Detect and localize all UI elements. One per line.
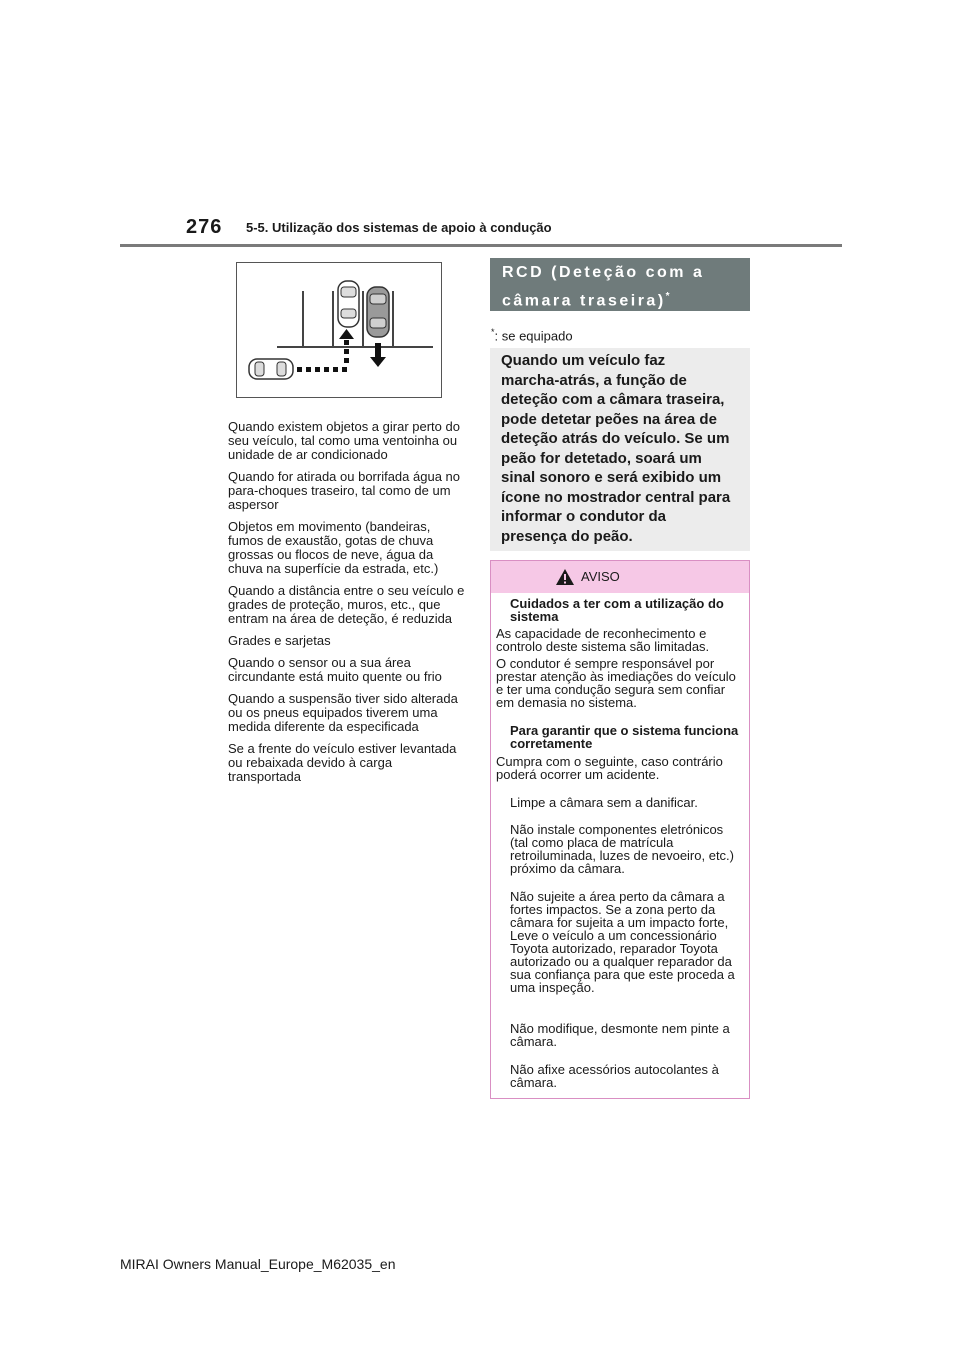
footer-text: MIRAI Owners Manual_Europe_M62035_en <box>120 1256 396 1272</box>
warning-paragraph: As capacidade de reconhecimento e controlo deste sistema são limitadas. <box>496 626 710 654</box>
info-line: marcha-atrás, a função de <box>501 371 687 389</box>
list-item: Quando a distância entre o seu veículo e grades de proteção, muros, etc., que entram na área de deteção, é reduzida <box>228 583 465 626</box>
section-title: 5-5. Utilização dos sistemas de apoio à condução <box>246 220 552 235</box>
list-item: Se a frente do veículo estiver levantada ou rebaixada devido à carga transportada <box>228 741 457 784</box>
warning-paragraph: Cumpra com o seguinte, caso contrário poderá ocorrer um acidente. <box>496 754 723 782</box>
info-line: peão for detetado, soará um <box>501 449 702 467</box>
left-column <box>228 420 468 792</box>
warning-header <box>491 561 749 593</box>
info-line: informar o condutor da <box>501 508 666 525</box>
info-line: presença do peão. <box>501 527 633 545</box>
footnote-mark: * <box>665 291 670 302</box>
reversing-car <box>338 281 359 327</box>
warning-list-item: Não afixe acessórios autocolantes à câmara. <box>510 1062 719 1090</box>
up-arrow-icon <box>339 329 354 339</box>
rcd-title-text: câmara traseira) <box>502 292 666 310</box>
list-item: Objetos em movimento (bandeiras, fumos de exaustão, gotas de chuva grossas ou flocos de neve, água da chuva na superfície da estrada, etc.) <box>228 519 439 576</box>
warning-list-item: Não sujeite a área perto da câmara a fortes impactos. Se a zona perto da câmara for sujeita a um impacto forte, Leve o veículo a um concessionário Toyota autorizado, reparador Toyota autorizado ou a qualquer reparador da sua confiança para que este proceda a uma inspeção. <box>510 889 735 995</box>
warning-subheading: Cuidados a ter com a utilização do sistema <box>510 596 724 624</box>
parking-illustration <box>236 262 442 398</box>
warning-subheading: Para garantir que o sistema funciona corretamente <box>510 723 739 751</box>
info-line: sinal sonoro e será exibido um <box>501 469 722 486</box>
parking-diagram-svg <box>237 263 441 397</box>
warning-title: AVISO <box>581 569 620 584</box>
equipped-footnote <box>491 327 573 343</box>
list-item: Grades e sarjetas <box>228 633 331 648</box>
parked-car <box>367 287 389 337</box>
footnote-text: : se equipado <box>494 328 573 344</box>
info-line: ícone no mostrador central para <box>501 488 731 506</box>
rcd-title-line2 <box>502 285 750 313</box>
warning-paragraph: O condutor é sempre responsável por prestar atenção às imediações do veículo e ter uma condução segura sem confiar em demasia no sistema. <box>496 656 736 710</box>
rcd-title-line1: RCD (Deteção com a <box>502 264 705 281</box>
movement-path <box>297 340 349 372</box>
warning-list-item: Limpe a câmara sem a danificar. <box>510 795 698 810</box>
approaching-car <box>249 359 293 379</box>
info-line: Quando um veículo faz <box>501 352 666 369</box>
warning-box <box>490 560 750 1099</box>
list-item: Quando a suspensão tiver sido alterada ou os pneus equipados tiverem uma medida diferente da especificada <box>228 691 458 734</box>
rcd-section-header <box>490 258 750 311</box>
warning-list-item: Não instale componentes eletrónicos (tal como placa de matrícula retroiluminada, luzes de nevoeiro, etc.) próximo da câmara. <box>510 822 735 876</box>
warning-list-item: Não modifique, desmonte nem pinte a câmara. <box>510 1021 730 1049</box>
info-line: pode detetar peões na área de <box>501 410 717 428</box>
page-number: 276 <box>186 216 223 238</box>
list-item: Quando existem objetos a girar perto do seu veículo, tal como uma ventoinha ou unidade de ar condicionado <box>228 419 460 462</box>
warning-triangle-icon <box>555 568 575 586</box>
info-line: deteção com a câmara traseira, <box>501 391 725 408</box>
rcd-info-box <box>490 348 750 551</box>
footnote-mark: * <box>491 327 495 337</box>
header-rule <box>120 244 842 247</box>
list-item: Quando o sensor ou a sua área circundante está muito quente ou frio <box>228 655 442 684</box>
info-line: deteção atrás do veículo. Se um <box>501 430 730 447</box>
list-item: Quando for atirada ou borrifada água no para-choques traseiro, tal como de um aspersor <box>228 469 461 512</box>
